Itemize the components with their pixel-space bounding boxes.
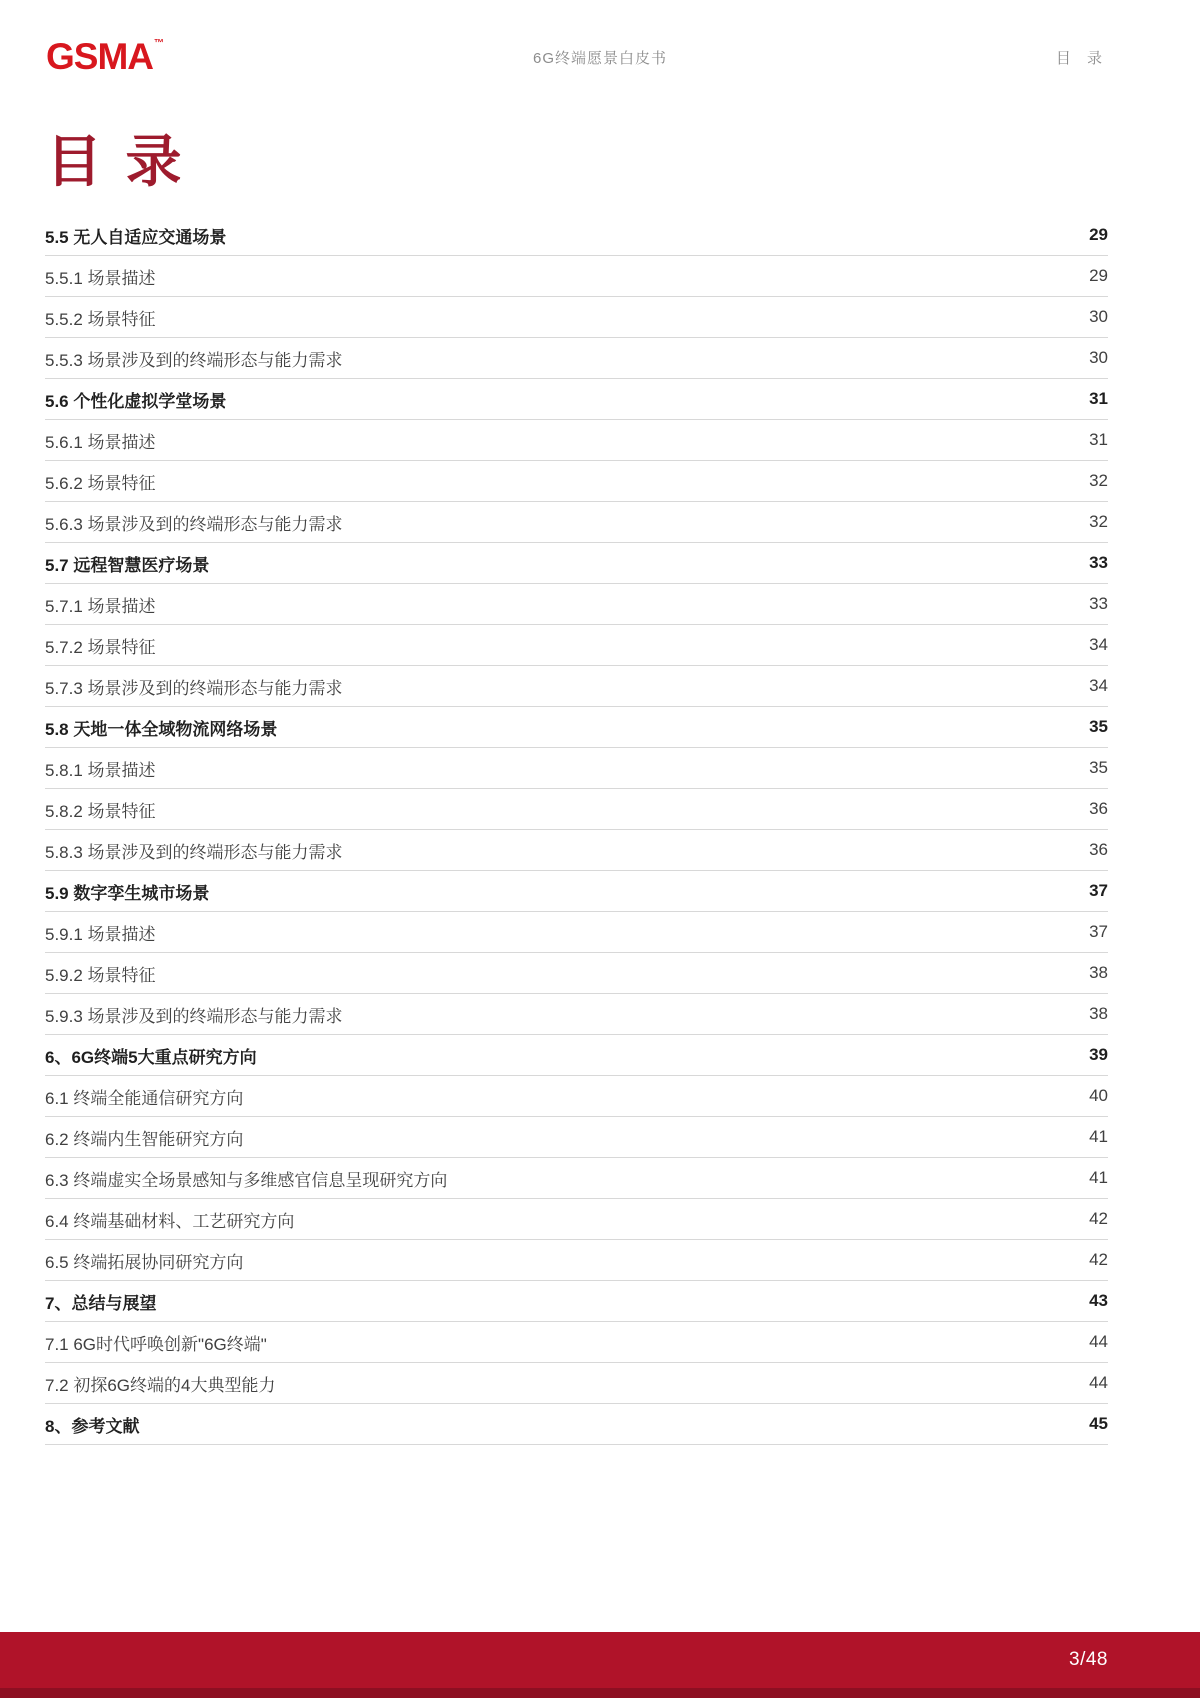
toc-item-page: 36 — [1089, 840, 1108, 859]
toc-row[interactable] — [45, 1117, 1108, 1158]
toc-row[interactable] — [45, 543, 1108, 584]
header-doc-title: 6G终端愿景白皮书 — [532, 50, 667, 67]
toc-item-label: 5.7.1 场景描述 — [45, 596, 156, 616]
toc-item-page: 38 — [1089, 1004, 1108, 1023]
toc-item-label: 7.1 6G时代呼唤创新"6G终端" — [45, 1334, 267, 1354]
toc-item-page: 30 — [1089, 307, 1108, 326]
toc-row[interactable] — [45, 215, 1108, 256]
toc-row[interactable] — [45, 1035, 1108, 1076]
toc-item-label: 5.8.1 场景描述 — [45, 760, 156, 780]
toc-item-page: 41 — [1089, 1168, 1108, 1187]
trademark-symbol: ™ — [154, 38, 163, 49]
footer-bottom-strip — [0, 1688, 1200, 1698]
footer-bar — [0, 1632, 1200, 1688]
toc-row[interactable] — [45, 748, 1108, 789]
toc-row[interactable] — [45, 912, 1108, 953]
footer-page-indicator: 3/48 — [1069, 1649, 1108, 1670]
toc-item-label: 5.7 远程智慧医疗场景 — [45, 555, 210, 575]
toc-list — [45, 215, 1108, 1445]
toc-item-label: 5.5.2 场景特征 — [45, 309, 156, 329]
toc-item-label: 5.9 数字孪生城市场景 — [45, 883, 210, 903]
toc-item-page: 39 — [1089, 1045, 1108, 1064]
toc-row[interactable] — [45, 502, 1108, 543]
toc-row[interactable] — [45, 1404, 1108, 1445]
toc-item-label: 7、总结与展望 — [45, 1293, 157, 1313]
toc-item-label: 8、参考文献 — [45, 1416, 140, 1436]
toc-item-page: 40 — [1089, 1086, 1108, 1105]
page-title: 目 录 — [46, 130, 186, 193]
toc-row[interactable] — [45, 871, 1108, 912]
toc-item-page: 37 — [1089, 922, 1108, 941]
toc-item-page: 34 — [1089, 676, 1108, 695]
toc-row[interactable] — [45, 789, 1108, 830]
toc-item-label: 5.6.1 场景描述 — [45, 432, 156, 452]
toc-item-page: 44 — [1089, 1373, 1108, 1392]
toc-item-label: 5.5 无人自适应交通场景 — [45, 227, 227, 247]
toc-item-page: 44 — [1089, 1332, 1108, 1351]
toc-item-label: 6.2 终端内生智能研究方向 — [45, 1129, 244, 1149]
toc-item-label: 6.1 终端全能通信研究方向 — [45, 1088, 244, 1108]
toc-row[interactable] — [45, 1076, 1108, 1117]
toc-item-label: 5.5.3 场景涉及到的终端形态与能力需求 — [45, 350, 343, 370]
header-section-label: 目 录 — [1055, 50, 1108, 67]
toc-item-label: 5.6 个性化虚拟学堂场景 — [45, 391, 227, 411]
toc-item-label: 5.6.3 场景涉及到的终端形态与能力需求 — [45, 514, 343, 534]
toc-row[interactable] — [45, 1281, 1108, 1322]
toc-item-page: 34 — [1089, 635, 1108, 654]
toc-item-label: 5.7.3 场景涉及到的终端形态与能力需求 — [45, 678, 343, 698]
toc-item-page: 43 — [1089, 1291, 1108, 1310]
toc-item-page: 35 — [1089, 758, 1108, 777]
toc-item-page: 42 — [1089, 1209, 1108, 1228]
toc-item-page: 41 — [1089, 1127, 1108, 1146]
toc-item-page: 32 — [1089, 512, 1108, 531]
toc-item-page: 31 — [1089, 430, 1108, 449]
toc-row[interactable] — [45, 297, 1108, 338]
toc-row[interactable] — [45, 1199, 1108, 1240]
toc-item-label: 6.4 终端基础材料、工艺研究方向 — [45, 1211, 295, 1231]
toc-item-label: 5.8.2 场景特征 — [45, 801, 156, 821]
toc-row[interactable] — [45, 1363, 1108, 1404]
toc-item-page: 33 — [1089, 553, 1108, 572]
toc-row[interactable] — [45, 830, 1108, 871]
toc-item-label: 5.9.1 场景描述 — [45, 924, 156, 944]
toc-item-page: 36 — [1089, 799, 1108, 818]
toc-row[interactable] — [45, 584, 1108, 625]
toc-item-page: 32 — [1089, 471, 1108, 490]
toc-row[interactable] — [45, 1322, 1108, 1363]
toc-item-label: 5.8 天地一体全域物流网络场景 — [45, 719, 278, 739]
toc-item-label: 7.2 初探6G终端的4大典型能力 — [45, 1375, 276, 1395]
toc-item-page: 45 — [1089, 1414, 1108, 1433]
toc-row[interactable] — [45, 1240, 1108, 1281]
toc-item-page: 37 — [1089, 881, 1108, 900]
toc-item-label: 5.9.2 场景特征 — [45, 965, 156, 985]
toc-item-label: 6.3 终端虚实全场景感知与多维感官信息呈现研究方向 — [45, 1170, 448, 1190]
toc-row[interactable] — [45, 666, 1108, 707]
toc-row[interactable] — [45, 338, 1108, 379]
toc-item-label: 5.7.2 场景特征 — [45, 637, 156, 657]
toc-row[interactable] — [45, 379, 1108, 420]
toc-item-page: 29 — [1089, 266, 1108, 285]
toc-item-page: 29 — [1089, 225, 1108, 244]
gsma-logo-text: GSMA — [46, 36, 153, 77]
toc-item-label: 6、6G终端5大重点研究方向 — [45, 1047, 257, 1067]
toc-item-page: 38 — [1089, 963, 1108, 982]
toc-item-label: 5.5.1 场景描述 — [45, 268, 156, 288]
toc-item-page: 42 — [1089, 1250, 1108, 1269]
toc-item-label: 6.5 终端拓展协同研究方向 — [45, 1252, 244, 1272]
toc-row[interactable] — [45, 420, 1108, 461]
toc-row[interactable] — [45, 994, 1108, 1035]
toc-item-page: 31 — [1089, 389, 1108, 408]
toc-row[interactable] — [45, 625, 1108, 666]
toc-item-page: 35 — [1089, 717, 1108, 736]
toc-row[interactable] — [45, 707, 1108, 748]
toc-row[interactable] — [45, 1158, 1108, 1199]
toc-row[interactable] — [45, 256, 1108, 297]
toc-item-label: 5.9.3 场景涉及到的终端形态与能力需求 — [45, 1006, 343, 1026]
toc-item-page: 30 — [1089, 348, 1108, 367]
toc-row[interactable] — [45, 461, 1108, 502]
toc-item-label: 5.6.2 场景特征 — [45, 473, 156, 493]
toc-row[interactable] — [45, 953, 1108, 994]
toc-item-label: 5.8.3 场景涉及到的终端形态与能力需求 — [45, 842, 343, 862]
toc-item-page: 33 — [1089, 594, 1108, 613]
